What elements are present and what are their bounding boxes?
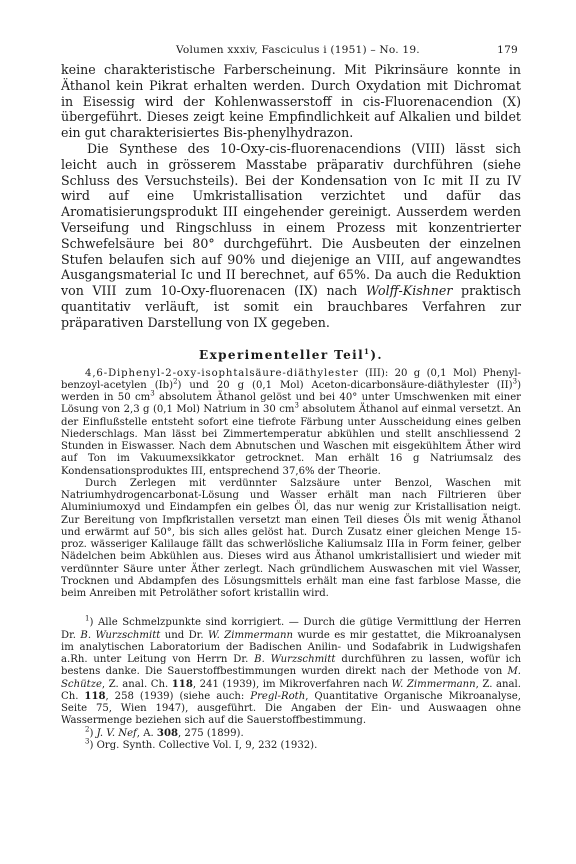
introduction-text <box>61 62 521 331</box>
page-number: 179 <box>497 44 518 56</box>
compound-name: 4,6-Diphenyl-2-oxy-isophtalsäure-diäthylester <box>85 367 359 379</box>
section-heading: Experimenteller Teil$^1$). <box>199 346 383 362</box>
footnote-3: $^3$) Org. Synth. Collective Vol. I, 9, 232 (1932). <box>85 737 318 751</box>
running-title: Volumen xxxiv, Fasciculus i (1951) – No. 19. <box>176 44 420 56</box>
experimental-paragraph-1: 4,6-Diphenyl-2-oxy-isophtalsäure-diäthylester (III): 20 g (0,1 Mol) Phenyl-benzoyl-acetylen $(Ib)^2$) und 20 g (0,1 Mol) Aceton-dicarbonsäure-diäthylester (II)$^3$) werden in 50 $cm^3$ absolutem Äthanol gelöst und bei 40° unter Umschwenken mit einer Lösung von 2,3 g (0,1 Mol) Natrium in 30 $cm^3$ absolutem Äthanol auf einmal versetzt. An der Einflußstelle entsteht sofort eine tiefrote Färbung unter Ausscheidung eines gelben Niederschlags. Man lässt bei Zimmertemperatur abkühlen und stellt anschliessend 2 Stunden in Eiswasser. Nach dem Abnutschen und Waschen mit eisgekühltem Äther wird auf Ton im Vakuumexsikkator getrocknet. Man erhält 16 g Natriumsalz des Kondensationsproduktes III, entsprechend 37,6% der Theorie. <box>61 367 522 477</box>
experimental-paragraph-2: Durch Zerlegen mit verdünnter Salzsäure unter Benzol, Waschen mit Natriumhydrogencarbonat-Lösung und Wasser erhält man nach Filtrieren über Aluminiumoxyd und Eindampfen ein gelbes Öl, das nur wenig zur Kristallisation neigt. Zur Bereitung von Impfkristallen versetzt man einen Teil dieses Öls mit wenig Äthanol und erwärmt auf 50°, bis sich alles gelöst hat. Durch Zusatz einer gleichen Menge 15-proz. wässeriger Kalilauge fällt das schwerlösliche Kaliumsalz IIIa in Form feiner, gelber Nädelchen beim Abkühlen aus. Dieses wird aus Äthanol umkristallisiert und wieder mit verdünnter Säure unter Äther zerlegt. Nach gründlichem Auswaschen mit viel Wasser, Trocknen und Abdampfen des Lösungsmittels erhält man eine fast farblose Masse, die beim Anreiben mit Petroläther sofort kristallin wird. <box>61 477 521 600</box>
footnote-ref: 1 <box>364 346 371 356</box>
footnote-1: $^1$) Alle Schmelzpunkte sind korrigiert. — Durch die gütige Vermittlung der Herren Dr. B. Wurzschmitt und Dr. W. Zimmermann wurde es mir gestattet, die Mikroanalysen im analytischen Laboratorium der Badischen Anilin- und Sodafabrik in Ludwigshafen a.Rh. unter Leitung von Herrn Dr. B. Wurzschmitt durchführen zu lassen, wofür ich bestens danke. Die Sauerstoffbestimmungen wurden direkt nach der Methode von M. Schütze, Z. anal. Ch. 118, 241 (1939), im Mikroverfahren nach W. Zimmermann, Z. anal. Ch. 118, 258 (1939) (siehe auch: Pregl-Roth, Quantitative Organische Mikroanalyse, Seite 75, Wien 1947), ausgeführt. Die Angaben der Ein- und Auswaagen ohne Wassermenge beziehen sich auf die Sauerstoffbestimmung. <box>61 614 521 727</box>
intro-paragraph-1: keine charakteristische Farberscheinung. Mit Pikrinsäure konnte in Äthanol kein Pikrat erhalten werden. Durch Oxydation mit Dichromat in Eisessig wird der Kohlenwasserstoff in cis-Fluorenacendion (X) übergeführt. Dieses zeigt keine Empfindlichkeit auf Alkalien und bildet ein gut charakterisiertes Bis-phenylhydrazon. <box>61 62 521 141</box>
footnote-divider <box>61 604 209 605</box>
wolff-kishner-name: Wolff-Kishner <box>365 283 453 299</box>
experimental-text <box>61 368 521 601</box>
footnotes <box>61 614 521 752</box>
intro-paragraph-2: Die Synthese des 10-Oxy-cis-fluorenacendions (VIII) lässt sich leicht auch in grösserem Masstabe präparativ durchführen (siehe Schluss des Versuchsteils). Bei der Kondensation von Ic mit II zu IV wird auf eine Umkristallisation verzichtet und dafür das Aromatisierungsprodukt III eingehender gereinigt. Ausserdem werden Verseifung und Ringschluss in einem Prozess mit konzentrierter Schwefelsäure bei 80° durchgeführt. Die Ausbeuten der einzelnen Stufen belaufen sich auf 90% und diejenige an VIII, auf angewandtes Ausgangsmaterial Ic und II berechnet, auf 65%. Da auch die Reduktion von VIII zum 10-Oxy-fluorenacen (IX) nach Wolff-Kishner praktisch quantitativ verläuft, ist somit ein brauchbares Verfahren zur präparativen Darstellung von IX gegeben. <box>61 140 521 330</box>
footnote-2: $^2$) J. V. Nef, A. 308, 275 (1899). <box>85 725 244 739</box>
running-header <box>61 44 521 62</box>
